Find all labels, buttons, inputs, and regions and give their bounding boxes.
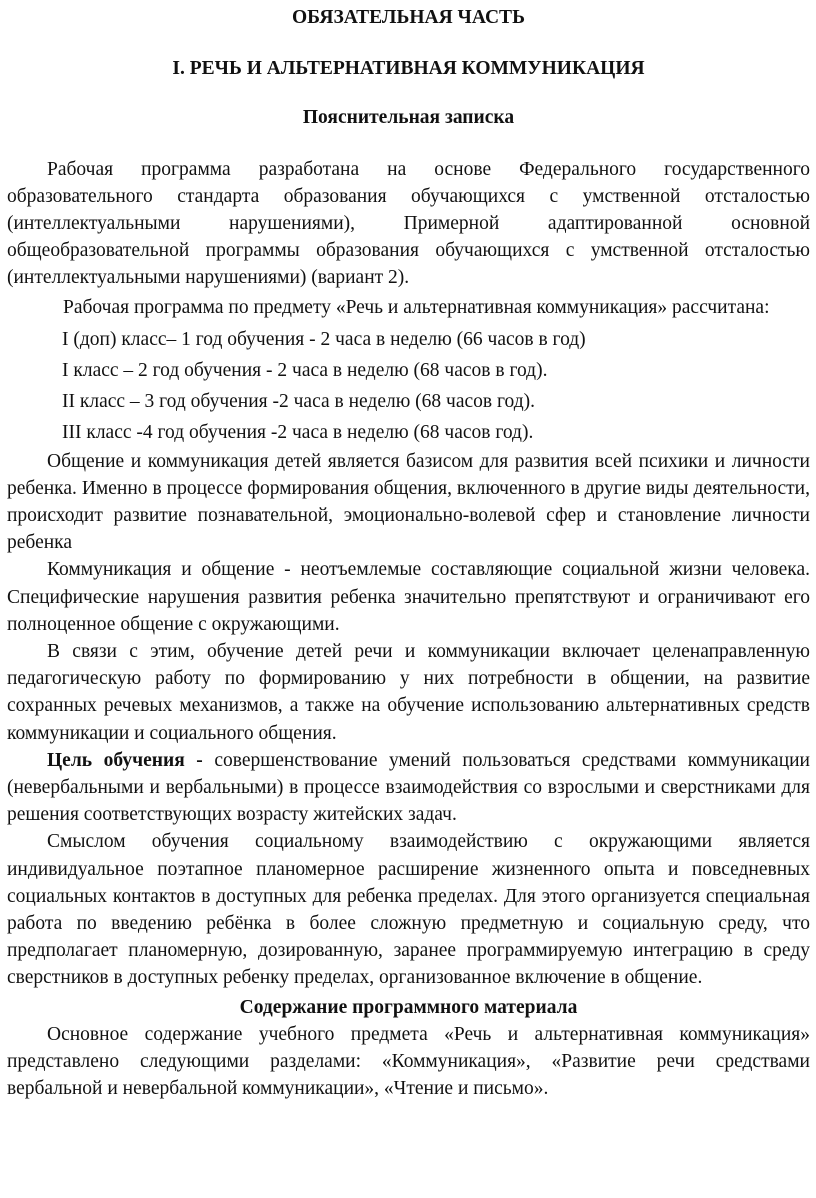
paragraph-teaching-work: В связи с этим, обучение детей речи и коммуникации включает целенаправленную педагогическую работу по формированию у них потребности в общении, на развитие сохранных речевых механизмов, а также на обучение использованию альтернативных средств коммуникации и социального общения.: [7, 641, 810, 744]
content-title: Содержание программного материала: [239, 996, 578, 1018]
paragraph-teaching-goal: [7, 747, 810, 829]
goal-text: совершенствование умений пользоваться средствами коммуникации (невербальными и вербальными) в процессе взаимодействия со взрослыми и сверстниками для решения соответствующих возрасту житейских задач.: [7, 749, 810, 826]
note-title: Пояснительная записка: [302, 107, 515, 129]
paragraph-communication-components: Коммуникация и общение - неотъемлемые составляющие социальной жизни человека. Специфические нарушения развития ребенка значительно препятствуют и ограничивают его полноценное общение с окружающими.: [7, 559, 810, 635]
main-title: ОБЯЗАТЕЛЬНАЯ ЧАСТЬ: [292, 7, 525, 28]
hours-item: II класс – 3 год обучения -2 часа в неделю (68 часов год).: [62, 390, 535, 412]
section-title: I. РЕЧЬ И АЛЬТЕРНАТИВНАЯ КОММУНИКАЦИЯ: [172, 58, 645, 80]
paragraph-social-interaction: Смыслом обучения социальному взаимодействию с окружающими является индивидуальное поэтапное планомерное расширение жизненного опыта и повседневных социальных контактов в доступных для ребенка пределах. Для этого организуется специальная работа по введению ребёнка в более сложную предметную и социальную среду, что предполагает планомерную, дозированную, заранее программируемую интеграцию в среду сверстников в доступных ребенку пределах, организованное включение в общение.: [7, 831, 810, 989]
goal-label: Цель обучения -: [47, 749, 203, 771]
hours-item: III класс -4 год обучения -2 часа в неделю (68 часов год).: [62, 421, 534, 443]
hours-item: I класс – 2 год обучения - 2 часа в неделю (68 часов в год).: [62, 359, 548, 381]
paragraph-program-hours-intro: Рабочая программа по предмету «Речь и альтернативная коммуникация» рассчитана:: [63, 296, 770, 318]
paragraph-program-basis: Рабочая программа разработана на основе Федерального государственного образовательного стандарта образования обучающихся с умственной отсталостью (интеллектуальными нарушениями), Примерной адаптированной основной общеобразовательной программы образования обучающихся с умственной отсталостью (интеллектуальными нарушениями) (вариант 2).: [7, 158, 810, 289]
paragraph-communication-basis: Общение и коммуникация детей является базисом для развития всей психики и личности ребенка. Именно в процессе формирования общения, включенного в другие виды деятельности, происходит развитие познавательной, эмоционально-волевой сфер и становление личности ребенка: [7, 450, 810, 554]
hours-item: I (доп) класс– 1 год обучения - 2 часа в неделю (66 часов в год): [62, 328, 586, 350]
paragraph-content-sections: Основное содержание учебного предмета «Речь и альтернативная коммуникация» представлено следующими разделами: «Коммуникация», «Развитие речи средствами вербальной и невербальной коммуникации», «Чтение и письмо».: [7, 1023, 810, 1100]
hours-list: [7, 324, 810, 448]
